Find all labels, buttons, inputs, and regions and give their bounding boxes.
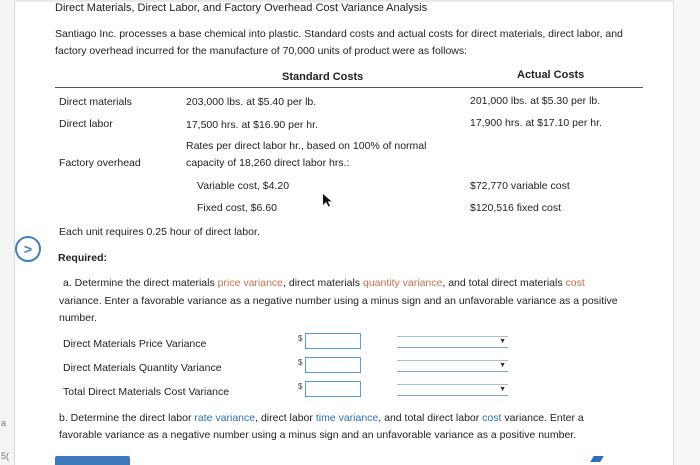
dl-label: Direct labor	[59, 118, 113, 130]
part-a-line1	[63, 277, 585, 289]
part-b-mid2: , and total direct labor	[378, 412, 480, 424]
mouse-cursor-icon	[322, 194, 332, 207]
term-time-variance[interactable]: time variance	[315, 412, 379, 424]
part-a-line3: number.	[59, 312, 97, 324]
gutter-mark: 5(	[1, 451, 10, 461]
dm-total-variance-select[interactable]	[397, 384, 508, 396]
fixed-standard: Fixed cost, $6.60	[197, 202, 277, 214]
dm-quantity-variance-select[interactable]	[397, 360, 508, 372]
header-divider	[55, 87, 643, 88]
variable-actual: $72,770 variable cost	[470, 180, 570, 192]
variance-label: Direct Materials Quantity Variance	[63, 362, 222, 374]
foh-rates-line2: capacity of 18,260 direct labor hrs.:	[186, 157, 350, 169]
dl-actual: 17,900 hrs. at $17.10 per hr.	[470, 117, 602, 129]
page-title: Direct Materials, Direct Labor, and Factory Overhead Cost Variance Analysis	[55, 2, 428, 14]
dm-standard: 203,000 lbs. at $5.40 per lb.	[186, 96, 317, 108]
part-a-mid1: , direct materials	[283, 277, 361, 289]
problem-intro: Santiago Inc. processes a base chemical into plastic. Standard costs and actual costs for direct materials, direct labor, and factory overhead incurred for the manufacture of 70,000 units of product were as follows:	[55, 28, 623, 57]
chevron-down-icon: ▼	[499, 386, 506, 393]
dm-price-variance-select[interactable]	[397, 336, 508, 348]
dm-actual: 201,000 lbs. at $5.30 per lb.	[470, 95, 601, 107]
chevron-right-icon: >	[23, 241, 33, 257]
part-a-line2: variance. Enter a favorable variance as a negative number using a minus sign and an unfavorable variance as a positive	[59, 295, 618, 307]
part-b-mid1: , direct labor	[255, 412, 313, 424]
dm-total-variance-input[interactable]	[305, 381, 361, 397]
currency-symbol: $	[298, 358, 303, 367]
currency-symbol: $	[298, 334, 303, 343]
right-scroll-area[interactable]	[673, 0, 700, 465]
chevron-down-icon: ▼	[499, 338, 506, 345]
part-b-prefix: b. Determine the direct labor	[59, 412, 192, 424]
gutter-mark: a	[1, 418, 7, 428]
variable-standard: Variable cost, $4.20	[197, 180, 290, 192]
required-label: Required:	[58, 252, 108, 264]
dm-price-variance-input[interactable]	[305, 333, 361, 349]
term-cost[interactable]: cost	[565, 277, 585, 289]
foh-label: Factory overhead	[59, 157, 141, 169]
expand-arrow-button[interactable]	[15, 236, 41, 262]
part-b-tail1: variance. Enter a	[504, 412, 584, 424]
standard-costs-header: Standard Costs	[282, 71, 364, 83]
submit-button[interactable]	[55, 456, 130, 465]
left-gutter	[0, 0, 15, 465]
dm-label: Direct materials	[59, 96, 132, 108]
part-b-line2: favorable variance as a negative number using a minus sign and an unfavorable variance as a positive number.	[59, 429, 577, 441]
part-a-mid2: , and total direct materials	[442, 277, 563, 289]
part-b-line1	[59, 412, 584, 424]
foh-rates-line1: Rates per direct labor hr., based on 100% of normal	[186, 140, 427, 152]
actual-costs-header: Actual Costs	[517, 69, 585, 81]
term-price-variance[interactable]: price variance	[217, 277, 284, 289]
dl-standard: 17,500 hrs. at $16.90 per hr.	[186, 119, 318, 131]
fixed-actual: $120,516 fixed cost	[470, 202, 562, 214]
term-cost[interactable]: cost	[482, 412, 502, 424]
variance-label: Total Direct Materials Cost Variance	[63, 386, 230, 398]
unit-note: Each unit requires 0.25 hour of direct labor.	[59, 226, 260, 238]
chevron-down-icon: ▼	[499, 362, 506, 369]
part-a-prefix: a. Determine the direct materials	[63, 277, 215, 289]
pen-icon[interactable]	[590, 456, 603, 462]
term-rate-variance[interactable]: rate variance	[194, 412, 256, 424]
variance-label: Direct Materials Price Variance	[63, 338, 207, 350]
currency-symbol: $	[298, 382, 303, 391]
dm-quantity-variance-input[interactable]	[305, 357, 361, 373]
term-quantity-variance[interactable]: quantity variance	[362, 277, 443, 289]
